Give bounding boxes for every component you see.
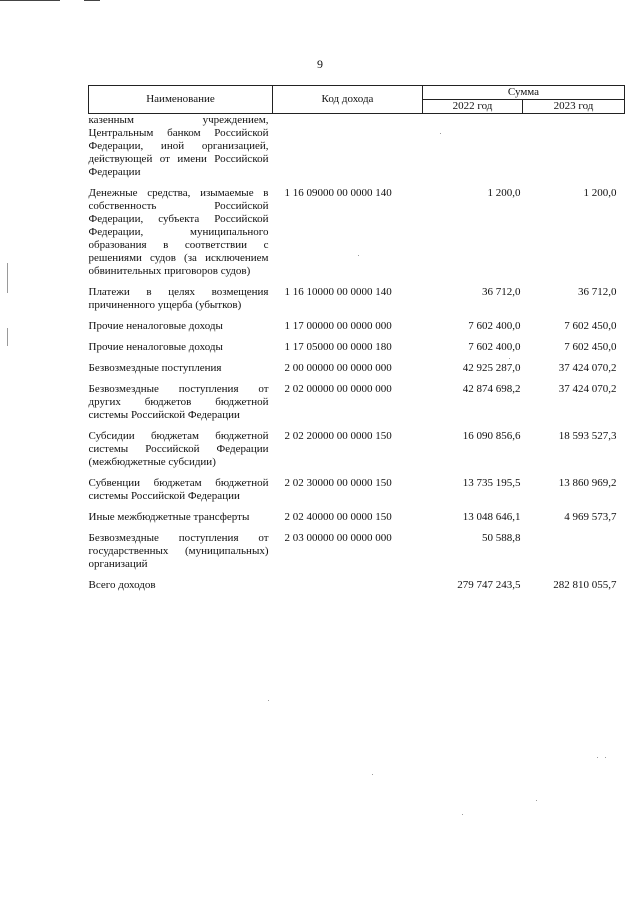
row-code: 2 02 30000 00 0000 150 [284, 477, 392, 489]
row-2022: 42 874 698,2 [462, 383, 521, 395]
scan-edge-mark [7, 328, 8, 346]
row-2022: 36 712,0 [482, 286, 521, 298]
table-row-total [89, 579, 625, 592]
row-name: Безвозмездные поступления [88, 362, 222, 374]
row-code: 1 16 10000 00 0000 140 [284, 286, 392, 298]
column-header-2022: 2022 год [423, 100, 523, 114]
scan-speck [372, 774, 373, 775]
scan-speck [597, 757, 598, 758]
table-row [89, 477, 625, 511]
row-name: Субсидии бюджетам бюджетной системы Российской Федерации (межбюджетные субсидии) [88, 430, 269, 468]
scan-edge-mark [7, 263, 8, 293]
row-2023 [523, 114, 625, 188]
row-code: 2 02 20000 00 0000 150 [284, 430, 392, 442]
row-name: Денежные средства, изымаемые в собственность Российской Федерации, субъекта Российской Федерации, муниципального образования в соответствии с решениями судов (за исключением обвинительных приговоров судов) [88, 187, 269, 277]
table-row [89, 341, 625, 362]
scan-edge-mark [84, 0, 100, 1]
scan-speck [462, 814, 463, 815]
table-row [89, 430, 625, 477]
column-header-sum: Сумма [423, 86, 625, 100]
row-2023: 1 200,0 [583, 187, 617, 199]
row-2022: 42 925 287,0 [462, 362, 521, 374]
table-row [89, 320, 625, 341]
row-2022: 13 048 646,1 [462, 511, 521, 523]
revenue-table [88, 85, 625, 592]
row-code: 2 03 00000 00 0000 000 [284, 532, 392, 544]
row-name: Прочие неналоговые доходы [88, 341, 223, 353]
row-2022: 1 200,0 [487, 187, 521, 199]
table-row [89, 187, 625, 286]
row-name: Иные межбюджетные трансферты [88, 511, 250, 523]
column-header-2023: 2023 год [523, 100, 625, 114]
row-2022: 16 090 856,6 [462, 430, 521, 442]
row-code: 1 17 00000 00 0000 000 [284, 320, 392, 332]
table-row [89, 114, 625, 188]
row-name: Субвенции бюджетам бюджетной системы Российской Федерации [88, 477, 269, 502]
row-2022: 50 588,8 [482, 532, 521, 544]
row-code [273, 579, 423, 592]
row-2023: 282 810 055,7 [553, 579, 617, 591]
row-code [273, 114, 423, 188]
table-header [89, 86, 625, 114]
row-2023: 7 602 450,0 [564, 320, 617, 332]
page-number: 9 [317, 57, 323, 71]
scan-speck [268, 700, 269, 701]
row-2023: 7 602 450,0 [564, 341, 617, 353]
row-2023: 13 860 969,2 [558, 477, 617, 489]
row-2023: 36 712,0 [578, 286, 617, 298]
row-code: 1 16 09000 00 0000 140 [284, 187, 392, 199]
scan-edge-mark [0, 0, 60, 1]
row-name: казенным учреждением, Центральным банком Российской Федерации, иной организацией, действующей от имени Российской Федерации [88, 114, 269, 178]
row-code: 2 02 00000 00 0000 000 [284, 383, 392, 395]
row-name: Платежи в целях возмещения причиненного ущерба (убытков) [88, 286, 269, 311]
table-row [89, 532, 625, 579]
row-2023: 4 969 573,7 [564, 511, 617, 523]
scan-speck [605, 757, 606, 758]
row-name: Безвозмездные поступления от государственных (муниципальных) организаций [88, 532, 269, 570]
table-row [89, 286, 625, 320]
scan-speck [536, 800, 537, 801]
row-2023: 37 424 070,2 [558, 362, 617, 374]
row-name: Прочие неналоговые доходы [88, 320, 223, 332]
row-2023 [523, 532, 625, 579]
column-header-name: Наименование [89, 86, 273, 114]
table-row [89, 511, 625, 532]
row-2022: 7 602 400,0 [468, 341, 521, 353]
row-2022 [423, 114, 523, 188]
row-code: 2 02 40000 00 0000 150 [284, 511, 392, 523]
table-row [89, 362, 625, 383]
row-2022: 7 602 400,0 [468, 320, 521, 332]
row-2022: 279 747 243,5 [457, 579, 521, 591]
row-2022: 13 735 195,5 [462, 477, 521, 489]
row-code: 2 00 00000 00 0000 000 [284, 362, 392, 374]
table-row [89, 383, 625, 430]
row-name: Безвозмездные поступления от других бюджетов бюджетной системы Российской Федерации [88, 383, 269, 421]
row-2023: 18 593 527,3 [558, 430, 617, 442]
row-2023: 37 424 070,2 [558, 383, 617, 395]
row-code: 1 17 05000 00 0000 180 [284, 341, 392, 353]
row-name: Всего доходов [88, 579, 156, 591]
column-header-code: Код дохода [273, 86, 423, 114]
